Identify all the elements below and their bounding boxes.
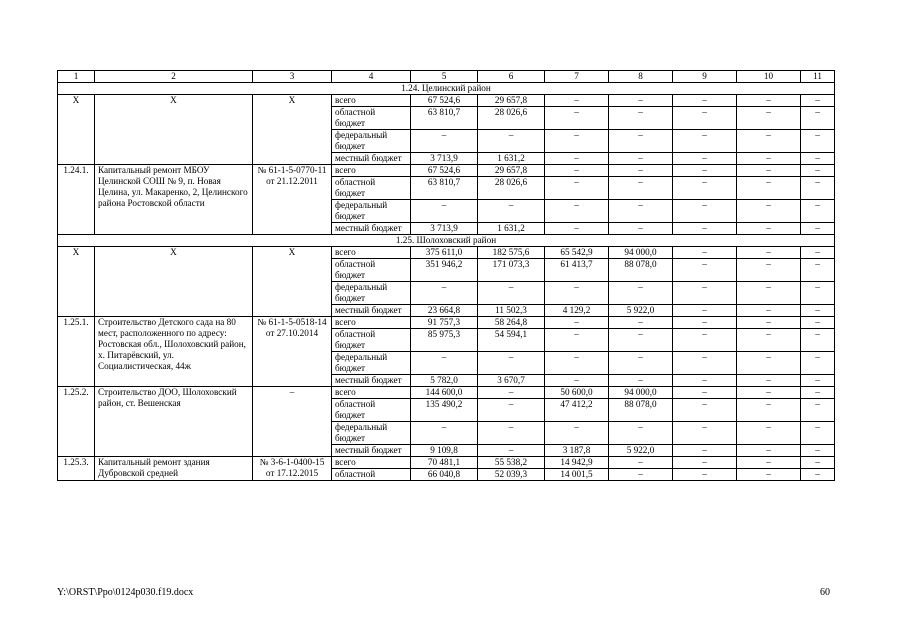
header-cell: 1 [58, 71, 95, 83]
value-cell: 14 001,5 [545, 469, 609, 481]
value-cell: – [801, 445, 835, 457]
value-cell: – [673, 223, 737, 235]
value-cell: 67 524,6 [411, 95, 478, 107]
value-cell: – [801, 259, 835, 282]
value-cell: 70 481,1 [411, 457, 478, 469]
value-cell: 171 073,3 [478, 259, 545, 282]
object-name-cell: X [95, 247, 253, 317]
value-cell: – [609, 317, 673, 329]
value-cell: – [673, 399, 737, 422]
value-cell: 28 026,6 [478, 177, 545, 200]
header-cell: 4 [332, 71, 411, 83]
funding-source-cell: всего [332, 457, 411, 469]
table-row [58, 165, 835, 177]
value-cell: 94 000,0 [609, 247, 673, 259]
funding-source-cell: федеральный бюджет [332, 130, 411, 153]
value-cell: – [609, 165, 673, 177]
funding-source-cell: местный бюджет [332, 305, 411, 317]
document-cell: X [253, 95, 332, 165]
funding-source-cell: всего [332, 247, 411, 259]
value-cell: – [545, 200, 609, 223]
footer-page-number: 60 [820, 587, 830, 598]
funding-source-cell: местный бюджет [332, 375, 411, 387]
value-cell: 135 490,2 [411, 399, 478, 422]
funding-source-cell: всего [332, 317, 411, 329]
funding-source-cell: федеральный бюджет [332, 282, 411, 305]
value-cell: – [737, 305, 801, 317]
value-cell: – [673, 329, 737, 352]
value-cell: 61 413,7 [545, 259, 609, 282]
value-cell: – [545, 352, 609, 375]
value-cell: – [478, 422, 545, 445]
value-cell: – [737, 153, 801, 165]
item-number-cell: X [58, 247, 95, 317]
value-cell: – [545, 153, 609, 165]
funding-source-cell: федеральный бюджет [332, 422, 411, 445]
value-cell: – [478, 387, 545, 399]
value-cell: – [673, 422, 737, 445]
value-cell: 23 664,8 [411, 305, 478, 317]
value-cell: – [609, 469, 673, 481]
header-row [58, 71, 835, 83]
table-body [58, 71, 835, 481]
value-cell: 29 657,8 [478, 95, 545, 107]
document-cell: № 61-1-5-0770-11 от 21.12.2011 [253, 165, 332, 235]
value-cell: – [673, 375, 737, 387]
value-cell: 91 757,3 [411, 317, 478, 329]
value-cell: – [801, 457, 835, 469]
document-cell: X [253, 247, 332, 317]
value-cell: – [801, 223, 835, 235]
value-cell: – [737, 282, 801, 305]
value-cell: – [411, 282, 478, 305]
footer-file-path: Y:\ORST\Ppo\0124p030.f19.docx [57, 587, 194, 598]
value-cell: – [801, 282, 835, 305]
value-cell: 9 109,8 [411, 445, 478, 457]
value-cell: – [737, 165, 801, 177]
value-cell: – [801, 165, 835, 177]
funding-source-cell: местный бюджет [332, 223, 411, 235]
value-cell: 182 575,6 [478, 247, 545, 259]
value-cell: 58 264,8 [478, 317, 545, 329]
item-number-cell: X [58, 95, 95, 165]
value-cell: – [411, 200, 478, 223]
item-number-cell: 1.25.3. [58, 457, 95, 481]
value-cell: – [801, 107, 835, 130]
value-cell: – [801, 200, 835, 223]
table-row [58, 95, 835, 107]
value-cell: 67 524,6 [411, 165, 478, 177]
value-cell: 54 594,1 [478, 329, 545, 352]
value-cell: 14 942,9 [545, 457, 609, 469]
value-cell: – [478, 399, 545, 422]
value-cell: – [609, 177, 673, 200]
value-cell: 3 713,9 [411, 223, 478, 235]
value-cell: – [737, 399, 801, 422]
header-cell: 6 [478, 71, 545, 83]
value-cell: 85 975,3 [411, 329, 478, 352]
value-cell: – [609, 375, 673, 387]
value-cell: – [801, 375, 835, 387]
header-cell: 11 [801, 71, 835, 83]
value-cell: – [673, 259, 737, 282]
document-cell: № 3-6-1-0400-15 от 17.12.2015 [253, 457, 332, 481]
value-cell: – [801, 422, 835, 445]
value-cell: – [737, 387, 801, 399]
item-number-cell: 1.25.1. [58, 317, 95, 387]
value-cell: – [609, 422, 673, 445]
header-cell: 5 [411, 71, 478, 83]
value-cell: – [737, 107, 801, 130]
value-cell: – [673, 387, 737, 399]
value-cell: 1 631,2 [478, 153, 545, 165]
value-cell: – [801, 469, 835, 481]
header-cell: 9 [673, 71, 737, 83]
document-cell: – [253, 387, 332, 457]
value-cell: – [609, 329, 673, 352]
value-cell: – [801, 305, 835, 317]
header-cell: 10 [737, 71, 801, 83]
value-cell: – [478, 352, 545, 375]
value-cell: 5 922,0 [609, 305, 673, 317]
value-cell: 94 000,0 [609, 387, 673, 399]
value-cell: – [545, 165, 609, 177]
funding-source-cell: областной бюджет [332, 329, 411, 352]
value-cell: – [737, 422, 801, 445]
value-cell: – [545, 422, 609, 445]
value-cell: – [411, 352, 478, 375]
value-cell: 4 129,2 [545, 305, 609, 317]
funding-source-cell: федеральный бюджет [332, 352, 411, 375]
funding-source-cell: областной бюджет [332, 259, 411, 282]
value-cell: – [801, 247, 835, 259]
value-cell: – [545, 130, 609, 153]
value-cell: 28 026,6 [478, 107, 545, 130]
table-row [58, 247, 835, 259]
funding-source-cell: всего [332, 387, 411, 399]
value-cell: – [545, 329, 609, 352]
header-cell: 3 [253, 71, 332, 83]
value-cell: 63 810,7 [411, 107, 478, 130]
value-cell: – [737, 259, 801, 282]
value-cell: – [801, 317, 835, 329]
value-cell: 66 040,8 [411, 469, 478, 481]
value-cell: – [609, 107, 673, 130]
section-title: 1.25. Шолоховский район [58, 235, 835, 247]
value-cell: – [609, 130, 673, 153]
value-cell: – [673, 317, 737, 329]
value-cell: – [801, 177, 835, 200]
item-number-cell: 1.24.1. [58, 165, 95, 235]
value-cell: – [737, 95, 801, 107]
value-cell: – [737, 329, 801, 352]
document-cell: № 61-1-5-0518-14 от 27.10.2014 [253, 317, 332, 387]
value-cell: – [478, 445, 545, 457]
value-cell: – [673, 247, 737, 259]
value-cell: – [545, 317, 609, 329]
object-name-cell: Строительство Детского сада на 80 мест, расположенного по адресу: Ростовская обл., Шолоховский район, х. Питарёвский, ул. Социалистическая, 44ж [95, 317, 253, 387]
budget-table [57, 70, 835, 481]
value-cell: 351 946,2 [411, 259, 478, 282]
object-name-cell: Капитальный ремонт МБОУ Целинской СОШ № 9, п. Новая Целина, ул. Макаренко, 2, Целинского района Ростовской области [95, 165, 253, 235]
value-cell: 50 600,0 [545, 387, 609, 399]
value-cell: 3 670,7 [478, 375, 545, 387]
funding-source-cell: местный бюджет [332, 153, 411, 165]
funding-source-cell: федеральный бюджет [332, 200, 411, 223]
value-cell: 65 542,9 [545, 247, 609, 259]
value-cell: – [478, 282, 545, 305]
value-cell: – [673, 457, 737, 469]
value-cell: – [609, 352, 673, 375]
value-cell: – [609, 200, 673, 223]
header-cell: 2 [95, 71, 253, 83]
value-cell: 5 922,0 [609, 445, 673, 457]
object-name-cell: Строительство ДОО, Шолоховский район, ст. Вешенская [95, 387, 253, 457]
value-cell: 47 412,2 [545, 399, 609, 422]
value-cell: – [673, 153, 737, 165]
object-name-cell: Капитальный ремонт здания Дубровской средней [95, 457, 253, 481]
value-cell: – [545, 107, 609, 130]
value-cell: 3 187,8 [545, 445, 609, 457]
section-row [58, 83, 835, 95]
value-cell: – [737, 317, 801, 329]
value-cell: – [673, 95, 737, 107]
value-cell: – [609, 153, 673, 165]
value-cell: – [801, 153, 835, 165]
value-cell: – [673, 282, 737, 305]
funding-source-cell: всего [332, 95, 411, 107]
value-cell: – [545, 282, 609, 305]
value-cell: – [411, 422, 478, 445]
value-cell: – [737, 130, 801, 153]
value-cell: – [801, 399, 835, 422]
funding-source-cell: областной бюджет [332, 399, 411, 422]
value-cell: – [801, 352, 835, 375]
value-cell: 5 782,0 [411, 375, 478, 387]
section-row [58, 235, 835, 247]
value-cell: – [609, 457, 673, 469]
value-cell: – [673, 445, 737, 457]
value-cell: – [478, 200, 545, 223]
value-cell: – [737, 457, 801, 469]
value-cell: – [673, 469, 737, 481]
value-cell: – [545, 223, 609, 235]
value-cell: 144 600,0 [411, 387, 478, 399]
value-cell: – [673, 130, 737, 153]
value-cell: – [673, 177, 737, 200]
value-cell: 88 078,0 [609, 259, 673, 282]
value-cell: 55 538,2 [478, 457, 545, 469]
header-cell: 7 [545, 71, 609, 83]
value-cell: – [545, 375, 609, 387]
value-cell: – [801, 387, 835, 399]
funding-source-cell: областной бюджет [332, 107, 411, 130]
value-cell: – [737, 352, 801, 375]
value-cell: – [737, 247, 801, 259]
value-cell: – [737, 445, 801, 457]
value-cell: 11 502,3 [478, 305, 545, 317]
value-cell: – [801, 130, 835, 153]
value-cell: 88 078,0 [609, 399, 673, 422]
value-cell: – [673, 107, 737, 130]
table-row [58, 457, 835, 469]
value-cell: – [673, 200, 737, 223]
table-row [58, 317, 835, 329]
value-cell: – [673, 165, 737, 177]
value-cell: 375 611,0 [411, 247, 478, 259]
value-cell: 1 631,2 [478, 223, 545, 235]
value-cell: – [801, 329, 835, 352]
value-cell: – [545, 95, 609, 107]
value-cell: – [545, 177, 609, 200]
value-cell: – [737, 223, 801, 235]
value-cell: 63 810,7 [411, 177, 478, 200]
funding-source-cell: местный бюджет [332, 445, 411, 457]
value-cell: – [737, 177, 801, 200]
value-cell: – [478, 130, 545, 153]
item-number-cell: 1.25.2. [58, 387, 95, 457]
value-cell: – [737, 375, 801, 387]
funding-source-cell: областной бюджет [332, 177, 411, 200]
header-cell: 8 [609, 71, 673, 83]
funding-source-cell: всего [332, 165, 411, 177]
value-cell: – [801, 95, 835, 107]
value-cell: 52 039,3 [478, 469, 545, 481]
value-cell: – [609, 223, 673, 235]
table-row [58, 387, 835, 399]
value-cell: – [609, 282, 673, 305]
value-cell: – [673, 305, 737, 317]
value-cell: 3 713,9 [411, 153, 478, 165]
value-cell: – [737, 469, 801, 481]
section-title: 1.24. Целинский район [58, 83, 835, 95]
value-cell: – [411, 130, 478, 153]
value-cell: – [673, 352, 737, 375]
value-cell: – [609, 95, 673, 107]
object-name-cell: X [95, 95, 253, 165]
value-cell: 29 657,8 [478, 165, 545, 177]
value-cell: – [737, 200, 801, 223]
funding-source-cell: областной [332, 469, 411, 481]
